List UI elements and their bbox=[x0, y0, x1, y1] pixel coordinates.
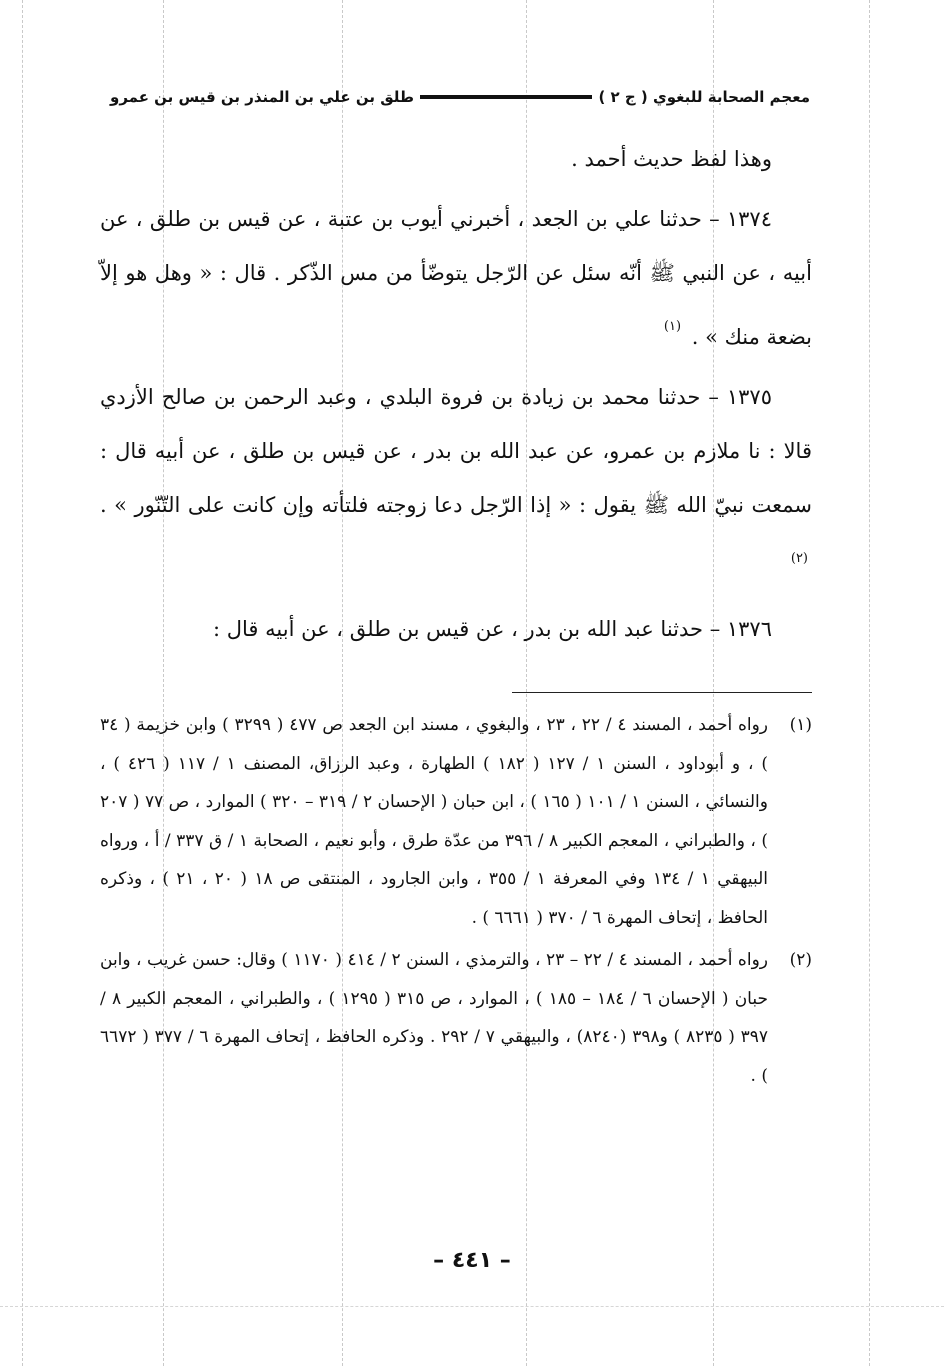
guide-line bbox=[0, 1306, 944, 1307]
guide-line bbox=[869, 0, 870, 1366]
footnote bbox=[100, 941, 812, 1095]
footnotes bbox=[100, 706, 812, 1099]
footnote-text: رواه أحمد ، المسند ٤ / ٢٢ – ٢٣ ، والترمذي ، السنن ٢ / ٤١٤ ( ١١٧٠ ) وقال: حسن غريب ، وابن حبان ( الإحسان ٦ / ١٨٤ – ١٨٥ ) ، الموارد ، ص ٣١٥ ( ١٢٩٥ ) ، والطبراني ، المعجم الكبير ٨ / ٣٩٧ ( ٨٢٣٥ ) و٣٩٨ (٨٢٤٠) ، والبيهقي ٧ / ٢٩٢ . وذكره الحافظ ، إتحاف المهرة ٦ / ٣٧٧ ( ٦٦٧٢ ) . bbox=[100, 950, 769, 1086]
footnote-ref: (١) bbox=[663, 319, 682, 334]
main-text bbox=[100, 132, 812, 662]
paragraph: ١٣٧٤ – حدثنا علي بن الجعد ، أخبرني أيوب بن عتبة ، عن قيس بن طلق ، عن أبيه ، عن النبي ﷺ أنّه سئل عن الرّجل يتوضّأ من مس الذّكر . قال : « وهل هو إلاّ بضعة منك » . $^{(١)}$ bbox=[100, 207, 812, 349]
footnote bbox=[100, 706, 812, 937]
page-number: – ٤٤١ – bbox=[433, 1248, 511, 1273]
paragraph: وهذا لفظ حديث أحمد . bbox=[571, 147, 772, 171]
footnote-number: (٢) bbox=[789, 950, 812, 970]
header-rule bbox=[420, 95, 592, 99]
paragraph: ١٣٧٦ – حدثنا عبد الله بن بدر ، عن قيس بن طلق ، عن أبيه قال : bbox=[213, 617, 772, 641]
footnote-number: (١) bbox=[789, 715, 812, 735]
header-entry-title: طلق بن علي بن المنذر بن قيس بن عمرو bbox=[110, 88, 414, 106]
header-book-title: معجم الصحابة للبغوي ( ج ٢ ) bbox=[598, 88, 810, 106]
paragraph: ١٣٧٥ – حدثنا محمد بن زيادة بن فروة البلدي ، وعبد الرحمن بن صالح الأزدي قالا : نا ملازم بن عمرو، عن عبد الله بن بدر ، عن قيس بن طلق ، عن أبيه قال : سمعت نبيّ الله ﷺ يقول : « إذا الرّجل دعا زوجته فلتأته وإن كانت على التّنّور » . $^{(٢)}$ bbox=[100, 385, 812, 566]
running-header bbox=[110, 84, 810, 110]
footnote-text: رواه أحمد ، المسند ٤ / ٢٢ ، ٢٣ ، والبغوي ، مسند ابن الجعد ص ٤٧٧ ( ٣٢٩٩ ) وابن خزيمة ( ٣٤ ) ، و أبوداود ، السنن ١ / ١٢٧ ( ١٨٢ ) الطهارة ، وعبد الرزاق، المصنف ١ / ١١٧ ( ٤٢٦ ) ، والنسائي ، السنن ١ / ١٠١ ( ١٦٥ ) ، ابن حبان ( الإحسان ٢ / ٣١٩ – ٣٢٠ ) الموارد ، ص ٧٧ ( ٢٠٧ ) ، والطبراني ، المعجم الكبير ٨ / ٣٩٦ من عدّة طرق ، وأبو نعيم ، الصحابة ١ / ق ٣٣٧ / أ ، ورواه البيهقي ١ / ١٣٤ وفي المعرفة ١ / ٣٥٥ ، وابن الجارود ، المنتقى ص ١٨ ( ٢٠ ، ٢١ ) ، وذكره الحافظ ، إتحاف المهرة ٦ / ٣٧٠ ( ٦٦٦١ ) . bbox=[100, 715, 768, 928]
footnote-separator bbox=[512, 692, 812, 693]
guide-line bbox=[22, 0, 23, 1366]
footnote-ref: (٢) bbox=[790, 551, 808, 566]
